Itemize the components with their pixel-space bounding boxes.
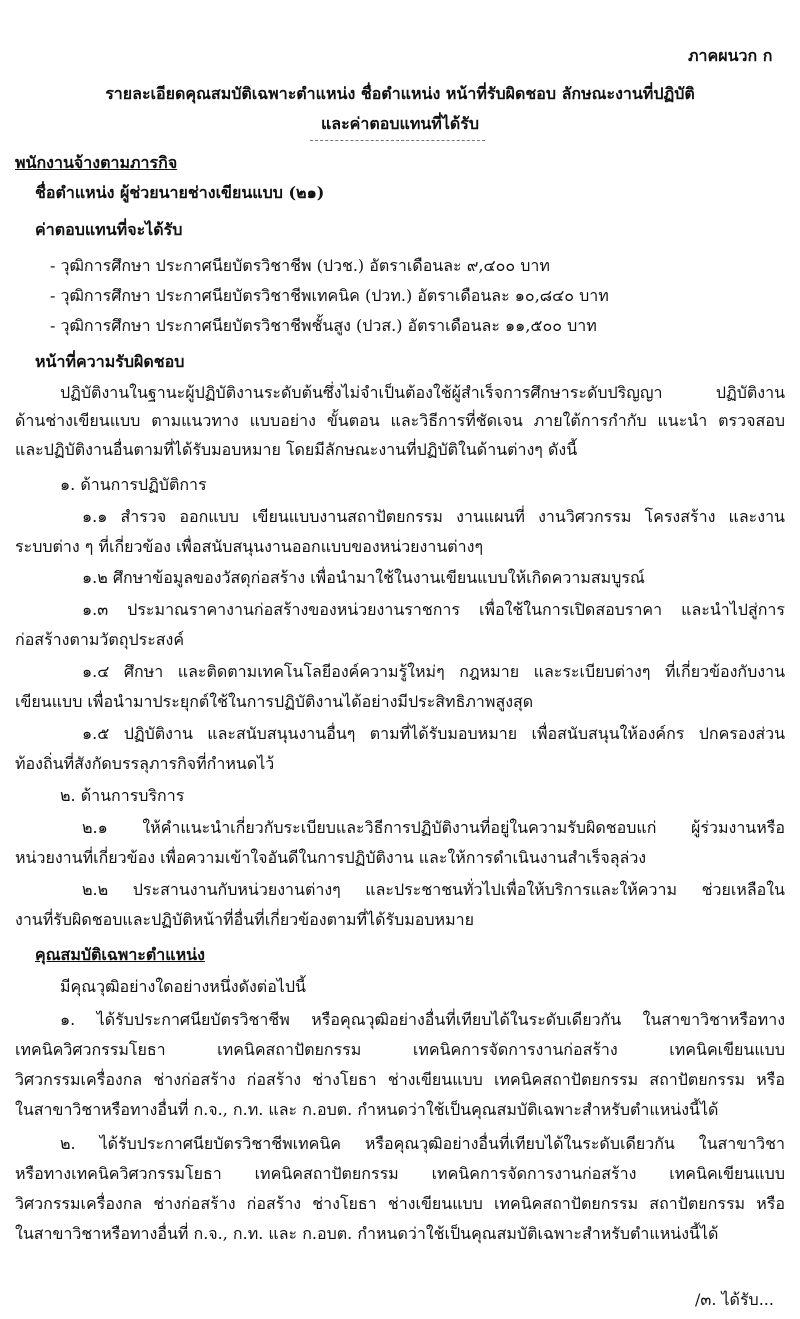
annex-label: ภาคผนวก ก [688, 46, 773, 65]
duty-2-1-line: หน่วยงานที่เกี่ยวข้อง เพื่อความเข้าใจอันดีในการปฏิบัติงาน และให้การดำเนินงานสำเร็จลุล่วง [15, 848, 647, 867]
qualification-1-line: ในสาขาวิชาหรือทางอื่นที่ ก.จ., ก.ท. และ ก.อบต. กำหนดว่าใช้เป็นคุณสมบัติเฉพาะสำหรับตำแหน่งนี้ได้ [15, 1100, 719, 1119]
duty-1-3-line: ๑.๓ ประมาณราคางานก่อสร้างของหน่วยงานราชการ เพื่อใช้ในการเปิดสอบราคา และนำไปสู่การ [82, 600, 785, 619]
duty-2-2-line: งานที่รับผิดชอบและปฏิบัติหน้าที่อื่นที่เกี่ยวข้องตามที่ได้รับมอบหมาย [15, 910, 474, 929]
section-2-heading: ๒. ด้านการบริการ [60, 786, 185, 805]
qualification-2-line: ๒. ได้รับประกาศนียบัตรวิชาชีพเทคนิค หรือคุณวุฒิอย่างอื่นที่เทียบได้ในระดับเดียวกัน ในสาขาวิชา [60, 1134, 785, 1153]
doc-title-line-1: รายละเอียดคุณสมบัติเฉพาะตำแหน่ง ชื่อตำแหน่ง หน้าที่รับผิดชอบ ลักษณะงานที่ปฏิบัติ [105, 84, 695, 103]
duties-heading: หน้าที่ความรับผิดชอบ [35, 352, 185, 371]
duty-1-1-line: ๑.๑ สำรวจ ออกแบบ เขียนแบบงานสถาปัตยกรรม งานแผนที่ งานวิศวกรรม โครงสร้าง และงาน [82, 507, 785, 526]
duty-2-2-line: ๒.๒ ประสานงานกับหน่วยงานต่างๆ และประชาชนทั่วไปเพื่อให้บริการและให้ความ ช่วยเหลือใน [82, 880, 785, 899]
compensation-item: - วุฒิการศึกษา ประกาศนียบัตรวิชาชีพ (ปวช.) อัตราเดือนละ ๙,๔๐๐ บาท [50, 256, 550, 275]
duty-1-5-line: ๑.๕ ปฏิบัติงาน และสนับสนุนงานอื่นๆ ตามที่ได้รับมอบหมาย เพื่อสนับสนุนให้องค์กร ปกครองส่วน [82, 724, 785, 743]
duties-intro-line: ด้านช่างเขียนแบบ ตามแนวทาง แบบอย่าง ขั้นตอน และวิธีการที่ชัดเจน ภายใต้การกำกับ แนะนำ ตรวจสอบ [15, 411, 785, 430]
duty-2-1-line: ๒.๑ ให้คำแนะนำเกี่ยวกับระเบียบและวิธีการปฏิบัติงานที่อยู่ในความรับผิดชอบแก่ ผู้ร่วมงานหรือ [82, 818, 785, 837]
duty-1-4-line: ๑.๔ ศึกษา และติดตามเทคโนโลยีองค์ความรู้ใหม่ๆ กฎหมาย และระเบียบต่างๆ ที่เกี่ยวข้องกับงาน [82, 662, 785, 681]
qualification-2-line: วิศวกรรมเครื่องกล ช่างก่อสร้าง ก่อสร้าง ช่างโยธา ช่างเขียนแบบ เทคนิคสถาปัตยกรรม สถาปัตยกรรม หรือ [15, 1194, 785, 1213]
qualification-1-line: ๑. ได้รับประกาศนียบัตรวิชาชีพ หรือคุณวุฒิอย่างอื่นที่เทียบได้ในระดับเดียวกัน ในสาขาวิชาหรือทาง [60, 1010, 785, 1029]
compensation-item: - วุฒิการศึกษา ประกาศนียบัตรวิชาชีพชั้นสูง (ปวส.) อัตราเดือนละ ๑๑,๕๐๐ บาท [50, 316, 597, 335]
qualifications-heading: คุณสมบัติเฉพาะตำแหน่ง [35, 945, 205, 964]
qualification-2-line: ในสาขาวิชาหรือทางอื่นที่ ก.จ., ก.ท. และ ก.อบต. กำหนดว่าใช้เป็นคุณสมบัติเฉพาะสำหรับตำแหน่งนี้ได้ [15, 1224, 719, 1243]
continuation-marker: /๓. ได้รับ... [695, 1290, 774, 1309]
duty-1-5-line: ท้องถิ่นที่สังกัดบรรลุภารกิจที่กำหนดไว้ [15, 754, 275, 773]
doc-title-line-2: และค่าตอบแทนที่ได้รับ [320, 114, 480, 133]
compensation-item: - วุฒิการศึกษา ประกาศนียบัตรวิชาชีพเทคนิค (ปวท.) อัตราเดือนละ ๑๐,๘๔๐ บาท [50, 286, 609, 305]
position-name: ชื่อตำแหน่ง ผู้ช่วยนายช่างเขียนแบบ (๒๑) [35, 183, 325, 202]
duty-1-3-line: ก่อสร้างตามวัตถุประสงค์ [15, 630, 185, 649]
duties-intro-line: และปฏิบัติงานอื่นตามที่ได้รับมอบหมาย โดยมีลักษณะงานที่ปฏิบัติในด้านต่างๆ ดังนี้ [15, 440, 578, 459]
duty-1-1-line: ระบบต่าง ๆ ที่เกี่ยวข้อง เพื่อสนับสนุนงานออกแบบของหน่วยงานต่างๆ [15, 537, 484, 556]
duty-1-4-line: เขียนแบบ เพื่อนำมาประยุกต์ใช้ในการปฏิบัติงานได้อย่างมีประสิทธิภาพสูงสุด [15, 692, 534, 711]
qualification-2-line: หรือทางเทคนิควิศวกรรมโยธา เทคนิคสถาปัตยกรรม เทคนิคการจัดการงานก่อสร้าง เทคนิคเขียนแบบ [15, 1164, 785, 1183]
qualification-1-line: วิศวกรรมเครื่องกล ช่างก่อสร้าง ก่อสร้าง ช่างโยธา ช่างเขียนแบบ เทคนิคสถาปัตยกรรม สถาปัตยกรรม หรือ [15, 1070, 785, 1089]
qualifications-intro: มีคุณวุฒิอย่างใดอย่างหนึ่งดังต่อไปนี้ [60, 977, 306, 996]
title-divider [310, 140, 485, 141]
duty-1-2: ๑.๒ ศึกษาข้อมูลของวัสดุก่อสร้าง เพื่อนำมาใช้ในงานเขียนแบบให้เกิดความสมบูรณ์ [82, 568, 645, 587]
employee-type-heading: พนักงานจ้างตามภารกิจ [15, 153, 178, 172]
section-1-heading: ๑. ด้านการปฏิบัติการ [60, 475, 207, 494]
qualification-1-line: เทคนิควิศวกรรมโยธา เทคนิคสถาปัตยกรรม เทคนิคการจัดการงานก่อสร้าง เทคนิคเขียนแบบ [15, 1040, 785, 1059]
duties-intro-line: ปฏิบัติงานในฐานะผู้ปฏิบัติงานระดับต้นซึ่งไม่จำเป็นต้องใช้ผู้สำเร็จการศึกษาระดับปริญญา ปฏิบัติงาน [60, 383, 785, 402]
compensation-heading: ค่าตอบแทนที่จะได้รับ [35, 220, 183, 239]
